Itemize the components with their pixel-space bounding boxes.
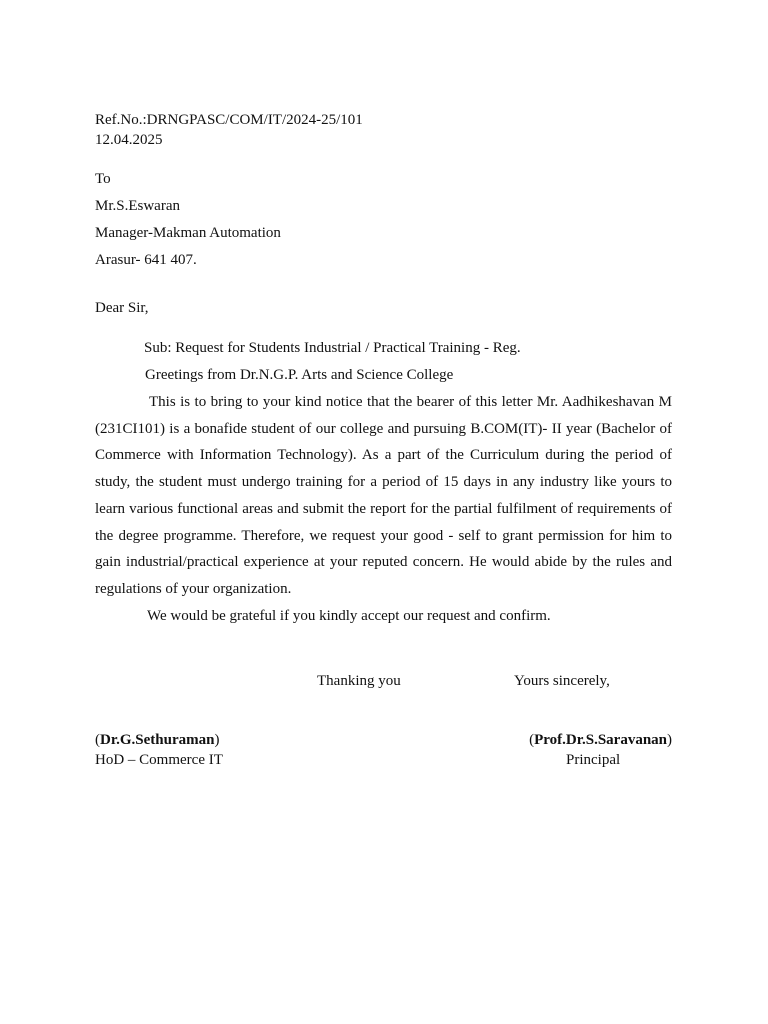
signatory-left: (Dr.G.Sethuraman) bbox=[95, 732, 220, 748]
signatory-right-role: Principal bbox=[566, 752, 621, 768]
recipient-name: Mr.S.Eswaran bbox=[95, 198, 180, 214]
letter-date: 12.04.2025 bbox=[95, 132, 163, 148]
signatory-left-name: Dr.G.Sethuraman bbox=[100, 732, 215, 748]
reference-number: Ref.No.:DRNGPASC/COM/IT/2024-25/101 bbox=[95, 112, 363, 128]
recipient-address: Arasur- 641 407. bbox=[95, 252, 197, 268]
greeting-line: Greetings from Dr.N.G.P. Arts and Science College bbox=[145, 367, 454, 383]
thanking-you: Thanking you bbox=[317, 673, 401, 689]
yours-sincerely: Yours sincerely, bbox=[514, 673, 610, 689]
signatory-right-name: Prof.Dr.S.Saravanan bbox=[534, 732, 667, 748]
recipient-title: Manager-Makman Automation bbox=[95, 225, 281, 241]
signatory-left-role: HoD – Commerce IT bbox=[95, 752, 223, 768]
body-paragraph: This is to bring to your kind notice that the bearer of this letter Mr. Aadhikeshavan M (231CI101) is a bonafide student of our college and pursuing B.COM(IT)- II year (Bachelor of Commerce with Information Technology). As a part of the Curriculum during the period of study, the student must undergo training for a period of 15 days in any industry like yours to learn various functional areas and submit the report for the partial fulfilment of requirements of the degree programme. Therefore, we request your good - self to grant permission for him to gain industrial/practical experience at your reputed concern. He would abide by the rules and regulations of your organization. bbox=[95, 394, 672, 597]
to-label: To bbox=[95, 171, 111, 187]
signatory-right: (Prof.Dr.S.Saravanan) bbox=[529, 732, 672, 748]
salutation: Dear Sir, bbox=[95, 300, 149, 316]
subject-line: Sub: Request for Students Industrial / Practical Training - Reg. bbox=[144, 340, 521, 356]
closing-line: We would be grateful if you kindly accept our request and confirm. bbox=[147, 608, 551, 624]
letter-page bbox=[95, 0, 672, 1024]
